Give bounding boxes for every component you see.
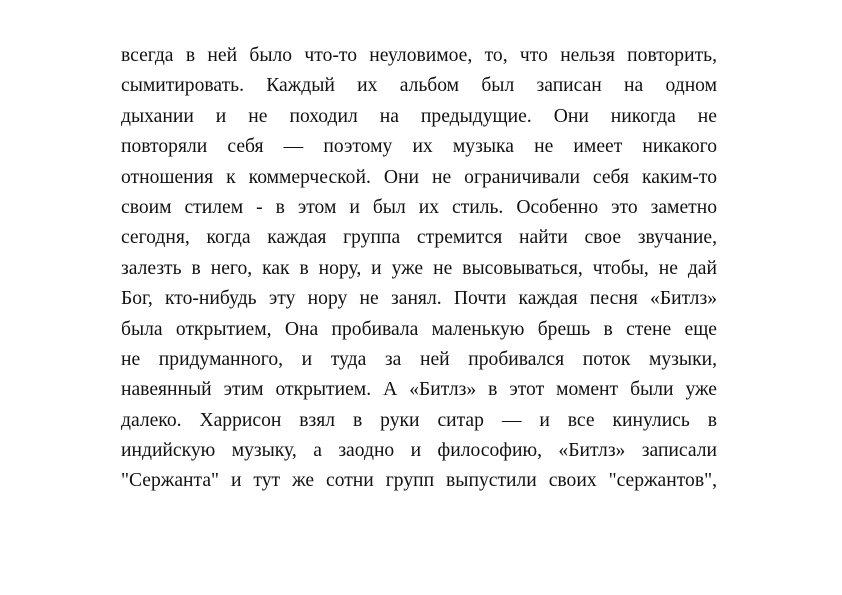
text-line: далеко. Харрисон взял в руки ситар — и все кинулись в bbox=[121, 409, 717, 431]
text-line: повторяли себя — поэтому их музыка не имеет никакого bbox=[121, 136, 717, 158]
text-line: своим стилем - в этом и был их стиль. Особенно это заметно bbox=[121, 196, 717, 218]
text-line: индийскую музыку, а заодно и философию, «Битлз» записали bbox=[121, 440, 717, 462]
text-line: всегда в ней было что-то неуловимое, то, что нельзя повторить, bbox=[121, 45, 717, 66]
text-line: отношения к коммерческой. Они не ограничивали себя каким-то bbox=[121, 166, 717, 188]
body-text bbox=[121, 41, 717, 497]
text-line: залезть в него, как в нору, и уже не высовываться, чтобы, не дай bbox=[121, 257, 717, 279]
text-line: навеянный этим открытием. А «Битлз» в этот момент были уже bbox=[121, 379, 717, 401]
text-line: дыхании и не походил на предыдущие. Они никогда не bbox=[121, 105, 717, 127]
text-line: не придуманного, и туда за ней пробивался поток музыки, bbox=[121, 348, 717, 370]
text-line: была открытием, Она пробивала маленькую брешь в стене еще bbox=[121, 318, 717, 340]
text-line: сегодня, когда каждая группа стремится найти свое звучание, bbox=[121, 227, 717, 249]
text-line: сымитировать. Каждый их альбом был записан на одном bbox=[121, 75, 717, 97]
text-line: "Сержанта" и тут же сотни групп выпустили своих "сержантов", bbox=[121, 470, 717, 492]
text-line: Бог, кто-нибудь эту нору не занял. Почти каждая песня «Битлз» bbox=[121, 288, 717, 310]
